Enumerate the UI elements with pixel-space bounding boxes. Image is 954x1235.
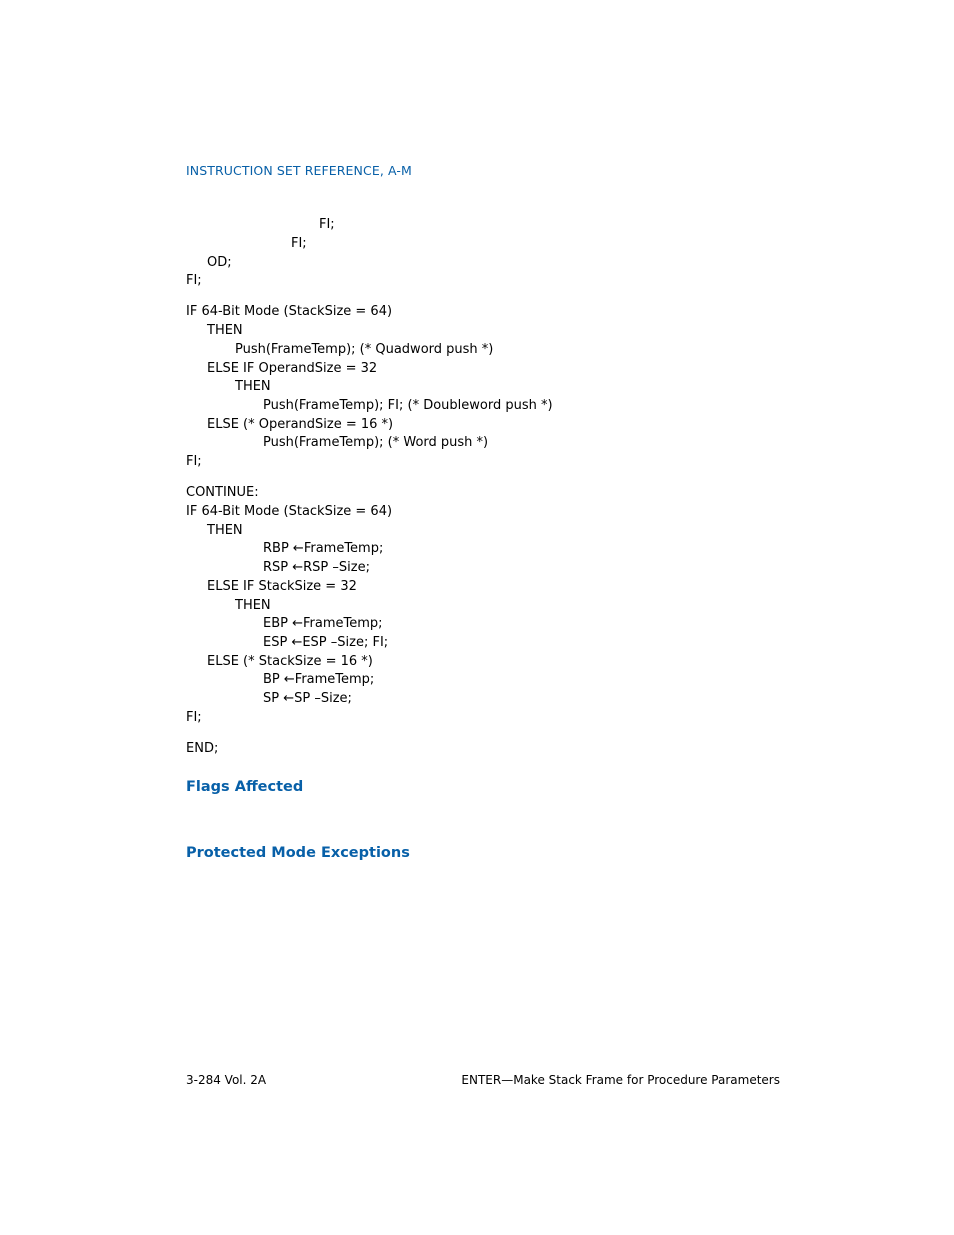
code-line: ELSE (* StackSize = 16 *) xyxy=(207,654,373,669)
code-line: FI; xyxy=(291,236,307,251)
code-line: IF 64-Bit Mode (StackSize = 64) xyxy=(186,504,393,519)
code-line: RBP ←FrameTemp; xyxy=(263,541,384,556)
code-line: FI; xyxy=(186,273,202,288)
code-line: FI; xyxy=(186,710,202,725)
code-line: EBP ←FrameTemp; xyxy=(263,616,383,631)
code-line: ESP ←ESP –Size; FI; xyxy=(263,635,389,650)
code-line: OD; xyxy=(207,255,232,270)
code-line: Push(FrameTemp); (* Word push *) xyxy=(263,435,489,450)
protected-mode-exceptions-heading: Protected Mode Exceptions xyxy=(186,845,410,861)
code-line: ELSE IF StackSize = 32 xyxy=(207,579,357,594)
code-line: RSP ←RSP –Size; xyxy=(263,560,370,575)
code-line: END; xyxy=(186,741,219,756)
code-line: CONTINUE: xyxy=(186,485,259,500)
code-line: Push(FrameTemp); FI; (* Doubleword push *) xyxy=(263,398,553,413)
running-header: INSTRUCTION SET REFERENCE, A-M xyxy=(186,163,412,178)
code-line: BP ←FrameTemp; xyxy=(263,672,375,687)
footer-page-number: 3-284 Vol. 2A xyxy=(186,1073,267,1087)
code-line: SP ←SP –Size; xyxy=(263,691,352,706)
code-line: ELSE (* OperandSize = 16 *) xyxy=(207,417,394,432)
code-line: THEN xyxy=(235,379,271,394)
code-line: THEN xyxy=(207,523,243,538)
code-line: THEN xyxy=(235,598,271,613)
footer-section-title: ENTER—Make Stack Frame for Procedure Parameters xyxy=(461,1073,780,1087)
code-line: ELSE IF OperandSize = 32 xyxy=(207,361,378,376)
code-line: IF 64-Bit Mode (StackSize = 64) xyxy=(186,304,393,319)
flags-affected-heading: Flags Affected xyxy=(186,779,304,795)
code-line: THEN xyxy=(207,323,243,338)
code-line: FI; xyxy=(186,454,202,469)
code-line: Push(FrameTemp); (* Quadword push *) xyxy=(235,342,494,357)
code-line: FI; xyxy=(319,217,335,232)
